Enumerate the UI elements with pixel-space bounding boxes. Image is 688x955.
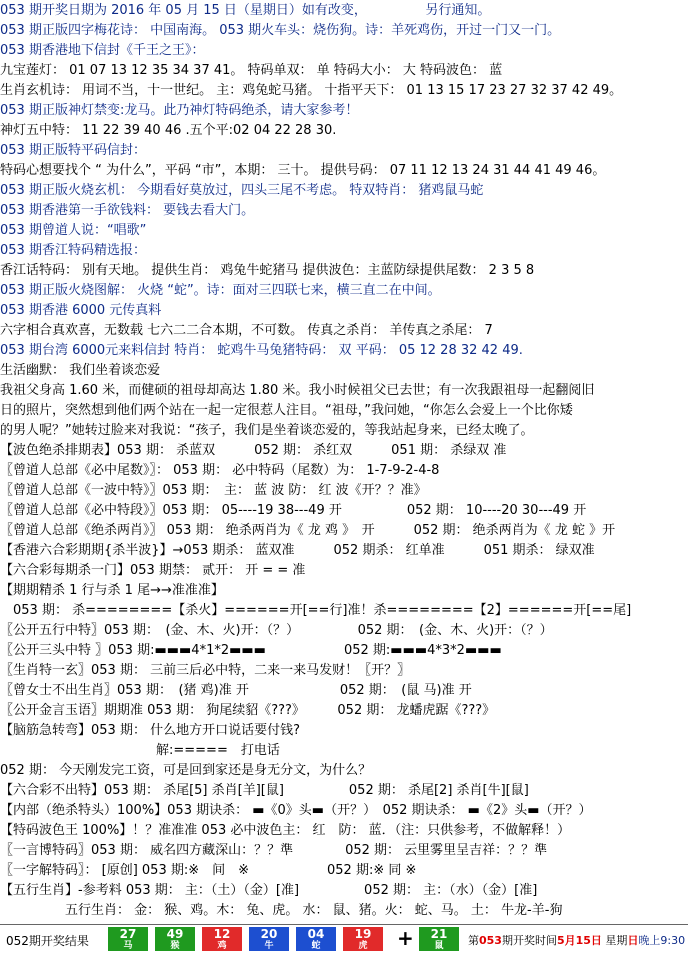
- ball-zodiac: 鸡: [217, 941, 227, 951]
- text-line: 053 期香港 6000 元传真料: [0, 303, 162, 318]
- text-line: 香江话特码： 别有天地。 提供生肖： 鸡兔牛蛇猪马 提供波色：主蓝防绿提供尾数： 2 3 5 8: [0, 263, 535, 278]
- result-ball: [296, 927, 336, 951]
- text-line: 〖一字解特码〗： [原创] 053 期:※ 间 ※ 052 期:※ 同 ※: [0, 863, 417, 878]
- ball-zodiac: 猴: [170, 941, 180, 951]
- results-bar: [0, 924, 688, 955]
- text-line: 特码心想要找个 “ 为什么”，平码 “市”，本期： 三十。 提供号码： 07 11 12 13 24 31 44 41 49 46。: [0, 163, 606, 178]
- text-line: 〖曾道人总部《绝杀两肖》〗 053 期： 绝杀两肖为《 龙 鸡 》 开 052 期： 绝杀两肖为《 龙 蛇 》开: [0, 523, 616, 538]
- ball-zodiac: 牛: [264, 941, 274, 951]
- result-ball: [343, 927, 383, 951]
- next-draw-prefix: 第: [468, 934, 479, 947]
- text-line: 神灯五中特： 11 22 39 40 46 .五个平:02 04 22 28 30.: [0, 123, 337, 138]
- text-line: 【内部（绝杀特头）100%】053 期诀杀： ▬《0》头▬（开？） 052 期诀杀： ▬《2》头▬（开？）: [0, 803, 592, 818]
- text-line: 解:===== 打电话: [0, 743, 280, 758]
- text-line: 〖曾道人总部《必中尾数》〗： 053 期： 必中特码（尾数）为： 1-7-9-2-4-8: [0, 463, 440, 478]
- result-ball: [108, 927, 148, 951]
- text-line: 053 期曾道人说：“唱歌”: [0, 223, 147, 238]
- ball-zodiac: 蛇: [311, 941, 321, 951]
- text-line: 日的照片，突然想到他们两个站在一起一定很惹人注目。“祖母，”我问她，“你怎么会爱上一个比你矮: [0, 403, 573, 418]
- text-line: 053 期香港第一手欲钱料： 要钱去看大门。: [0, 203, 255, 218]
- text-line: 【期期精杀 1 行与杀 1 尾→→准准准】: [0, 583, 224, 598]
- text-line: 053 期正版火烧图解： 火烧 “蛇”。诗：面对三四联七来，横三直二在中间。: [0, 283, 441, 298]
- text-line: 053 期香港地下信封《千王之王》：: [0, 43, 205, 58]
- text-line: 【脑筋急转弯】053 期： 什么地方开口说话要付钱?: [0, 723, 300, 738]
- next-draw-issue: 053: [479, 934, 502, 947]
- result-ball: [249, 927, 289, 951]
- text-line: 生肖玄机诗： 用词不当，十一世纪。 主：鸡兔蛇马猪。 十指平天下： 01 13 15 17 23 27 32 37 42 49。: [0, 83, 623, 98]
- text-line: 九宝莲灯： 01 07 13 12 35 34 37 41。 特码单双： 单 特码大小： 大 特码波色： 蓝: [0, 63, 503, 78]
- text-line: 〖公开三头中特 〗053 期:▬▬▬4*1*2▬▬▬ 052 期:▬▬▬4*3*2▬▬▬: [0, 643, 502, 658]
- ball-number: 27: [119, 927, 137, 941]
- text-line: 【六合彩不出特】053 期： 杀尾[5] 杀肖[羊][鼠] 052 期： 杀尾[2] 杀肖[牛][鼠]: [0, 783, 529, 798]
- result-ball: [419, 927, 459, 951]
- next-draw-info: [468, 932, 685, 948]
- text-line: 〖公开五行中特〗053 期： (金、木、火)开：（？） 052 期： (金、木、火)开：（？）: [0, 623, 553, 638]
- next-draw-time-label: 期开奖时间: [501, 934, 557, 947]
- ball-number: 04: [307, 927, 325, 941]
- text-line: 【六合彩每期杀一门】053 期禁： 贰开： 开 = = 准: [0, 563, 306, 578]
- text-line: 053 期开奖日期为 2016 年 05 月 15 日（星期日）如有改变， 另行通知。: [0, 3, 491, 18]
- ball-number: 12: [213, 927, 231, 941]
- text-line: 053 期正版四字梅花诗： 中国南海。 053 期火车头：烧伤狗。诗：羊死鸡伤，开过一门又一门。: [0, 23, 561, 38]
- text-line: 052 期： 今天刚发完工资，可是回到家还是身无分文，为什么？: [0, 763, 372, 778]
- text-line: 〖曾女士不出生肖〗053 期： (猪 鸡)准 开 052 期： (鼠 马)准 开: [0, 683, 472, 698]
- next-draw-weekday-label: 星期: [601, 934, 628, 947]
- text-line: 〖曾道人总部《一波中特》〗053 期： 主： 蓝 波 防： 红 波《开？？准》: [0, 483, 427, 498]
- result-ball: [202, 927, 242, 951]
- next-draw-time: 晚上9:30: [638, 934, 686, 947]
- text-line: 【特码波色王 100%】！？准准准 053 必中波色主： 红 防： 蓝．（注：只供参考，不做解释！）: [0, 823, 571, 838]
- ball-zodiac: 马: [123, 941, 133, 951]
- results-label: 052期开奖结果: [6, 934, 89, 948]
- ball-number: 19: [354, 927, 372, 941]
- text-line: 我祖父身高 1.60 米，而健硕的祖母却高达 1.80 米。我小时候祖父已去世；有一次我跟祖母一起翻阅旧: [0, 383, 595, 398]
- text-line: 053 期正版火烧玄机： 今期看好莫放过，四头三尾不考虑。 特双特肖： 猪鸡鼠马蛇: [0, 183, 484, 198]
- text-line: 053 期香江特码精选报：: [0, 243, 146, 258]
- text-line: 六字相合真欢喜，无数载 七六二二合本期，不可数。 传真之杀肖： 羊传真之杀尾： 7: [0, 323, 493, 338]
- text-line: 〖曾道人总部《必中特段》〗053 期： 05----19 38---49 开 052 期： 10----20 30---49 开: [0, 503, 587, 518]
- text-line: 【波色绝杀排期表】053 期： 杀蓝双 052 期： 杀红双 051 期： 杀绿双 准: [0, 443, 507, 458]
- result-ball: [155, 927, 195, 951]
- text-line: 053 期正版神灯禁变:龙马。此乃神灯特码绝杀，请大家参考！: [0, 103, 359, 118]
- text-line: 【五行生肖】-参考料 053 期： 主：（土）（金）[准] 052 期： 主：（水）（金）[准]: [0, 883, 538, 898]
- ball-number: 49: [166, 927, 184, 941]
- text-line: 〖一言博特码〗053 期： 威名四方藏深山：？？準 052 期： 云里雾里呈吉祥：？？準: [0, 843, 548, 858]
- text-line: 的男人呢？”她转过脸来对我说：“孩子，我们是坐着谈恋爱的，等我站起身来，已经太晚了。: [0, 423, 534, 438]
- text-line: 〖生肖特一玄〗053 期： 三前三后必中特，二来一来马发财！〖开？〗: [0, 663, 411, 678]
- text-line: 053 期正版特平码信封：: [0, 143, 146, 158]
- text-line: 五行生肖： 金： 猴、鸡。木： 兔、虎。 水： 鼠、猪。火： 蛇、马。 土： 牛龙-羊-狗: [0, 903, 563, 918]
- ball-zodiac: 虎: [358, 941, 368, 951]
- ball-zodiac: 鼠: [434, 941, 444, 951]
- ball-number: 20: [260, 927, 278, 941]
- text-line: 053 期台湾 6000元来料信封 特肖： 蛇鸡牛马兔猪特码： 双 平码： 05 12 28 32 42 49.: [0, 343, 523, 358]
- next-draw-weekday: 日: [627, 934, 639, 947]
- text-line: 【香港六合彩期期{杀半波}】→053 期杀： 蓝双准 052 期杀： 红单准 051 期杀： 绿双准: [0, 543, 595, 558]
- plus-sign: +: [397, 926, 414, 950]
- ball-number: 21: [430, 927, 448, 941]
- text-line: 053 期： 杀========【杀火】======开[==行]准！杀========【2】======开[==尾]: [0, 603, 632, 618]
- next-draw-date: 5月15日: [556, 934, 602, 947]
- text-line: 生活幽默： 我们坐着谈恋爱: [0, 363, 161, 378]
- text-line: 〖公开金言玉语〗期期准 053 期： 狗尾续貂《???》 052 期： 龙蟠虎踞《???》: [0, 703, 496, 718]
